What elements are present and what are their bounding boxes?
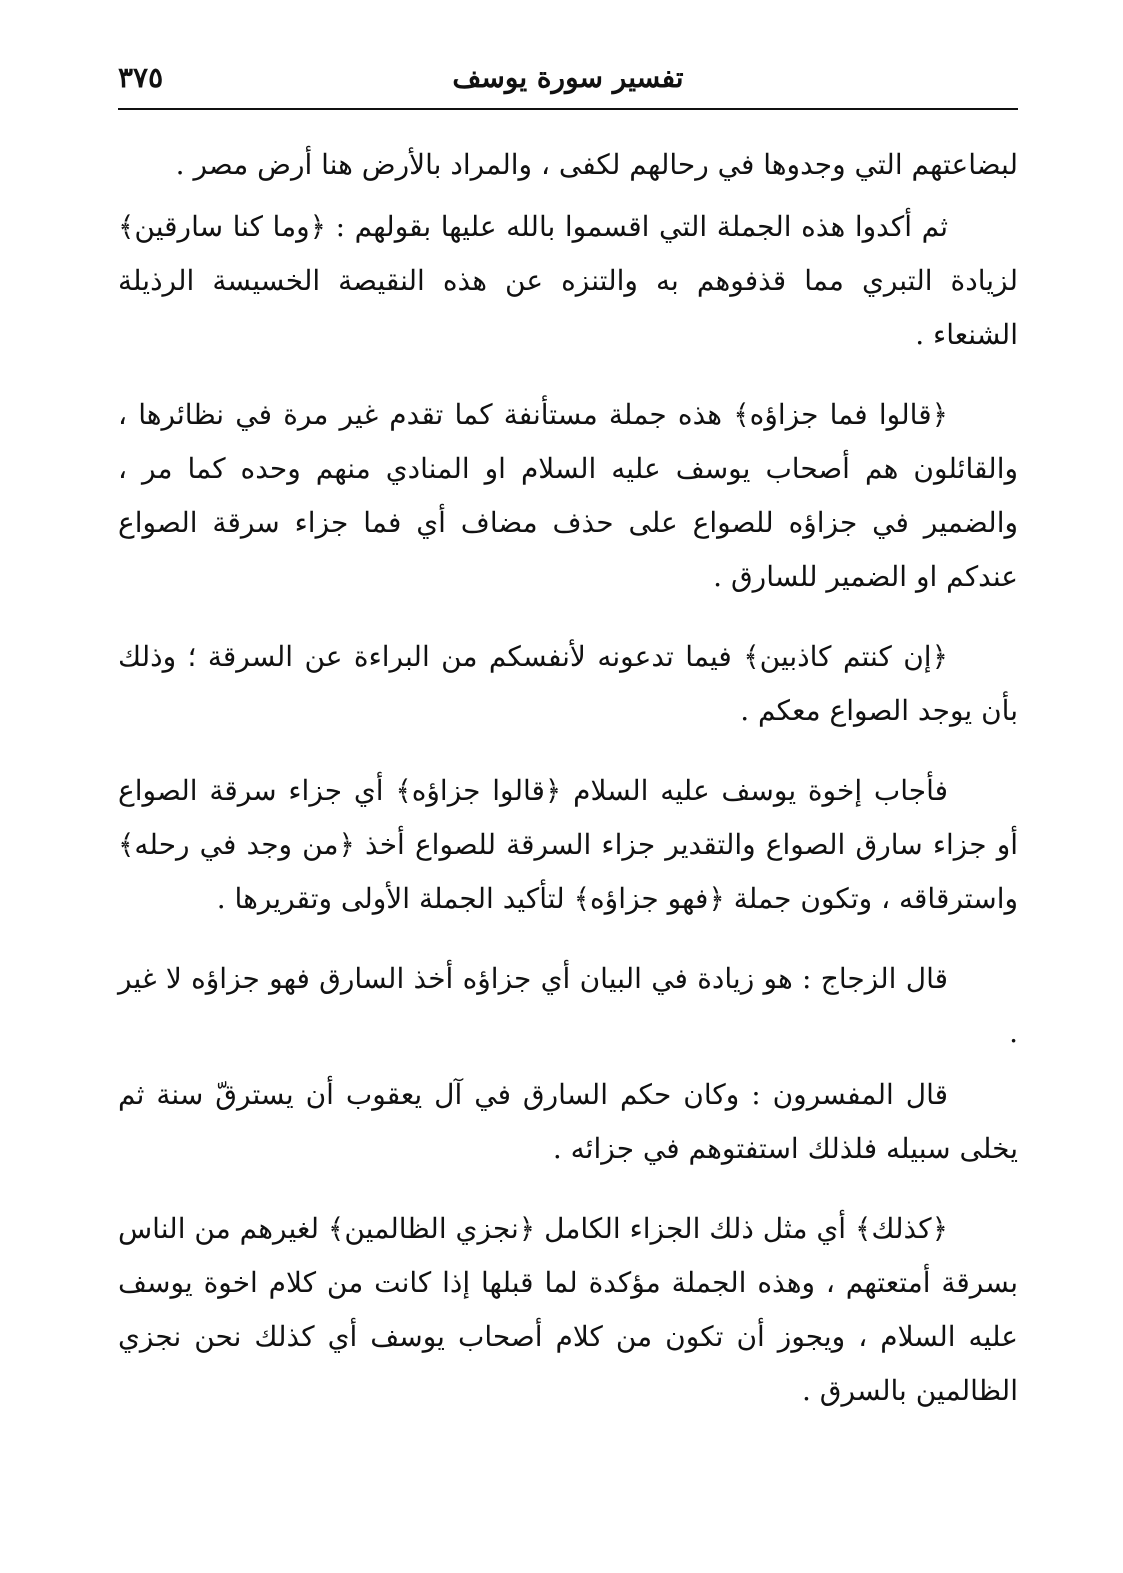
paragraph: قال الزجاج : هو زيادة في البيان أي جزاؤه أخذ السارق فهو جزاؤه لا غير . bbox=[118, 962, 1018, 1049]
paragraph: ثم أكدوا هذه الجملة التي اقسموا بالله عليها بقولهم : ﴿وما كنا سارقين﴾ لزيادة التبري مما قذفوهم به والتنزه عن هذه النقيصة الخسيسة الرذيلة الشنعاء . bbox=[118, 210, 1018, 351]
paragraph: ﴿قالوا فما جزاؤه﴾ هذه جملة مستأنفة كما تقدم غير مرة في نظائرها ، والقائلون هم أصحاب يوسف عليه السلام او المنادي منهم وحده كما مر ، والضمير في جزاؤه للصواع على حذف مضاف أي فما جزاء سرقة الصواع عندكم او الضمير للسارق . bbox=[118, 398, 1018, 593]
paragraph: فأجاب إخوة يوسف عليه السلام ﴿قالوا جزاؤه﴾ أي جزاء سرقة الصواع أو جزاء سارق الصواع والتقدير جزاء السرقة للصواع أخذ ﴿من وجد في رحله﴾ واسترقاقه ، وتكون جملة ﴿فهو جزاؤه﴾ لتأكيد الجملة الأولى وتقريرها . bbox=[118, 774, 1018, 915]
header-rule bbox=[118, 108, 1018, 110]
page-title: تفسير سورة يوسف bbox=[452, 61, 684, 94]
page-header bbox=[118, 58, 1018, 98]
paragraph: ﴿إن كنتم كاذبين﴾ فيما تدعونه لأنفسكم من البراءة عن السرقة ؛ وذلك بأن يوجد الصواع معكم . bbox=[118, 640, 1018, 727]
paragraph: لبضاعتهم التي وجدوها في رحالهم لكفى ، والمراد بالأرض هنا أرض مصر . bbox=[175, 148, 1018, 181]
paragraph: ﴿كذلك﴾ أي مثل ذلك الجزاء الكامل ﴿نجزي الظالمين﴾ لغيرهم من الناس بسرقة أمتعتهم ، وهذه الجملة مؤكدة لما قبلها إذا كانت من كلام اخوة يوسف عليه السلام ، ويجوز أن تكون من كلام أصحاب يوسف أي كذلك نحن نجزي الظالمين بالسرق . bbox=[118, 1212, 1018, 1407]
paragraph: قال المفسرون : وكان حكم السارق في آل يعقوب أن يسترقّ سنة ثم يخلى سبيله فلذلك استفتوهم في جزائه . bbox=[118, 1078, 1018, 1165]
body-text bbox=[118, 138, 1018, 1418]
page-number: ٣٧٥ bbox=[118, 61, 164, 94]
